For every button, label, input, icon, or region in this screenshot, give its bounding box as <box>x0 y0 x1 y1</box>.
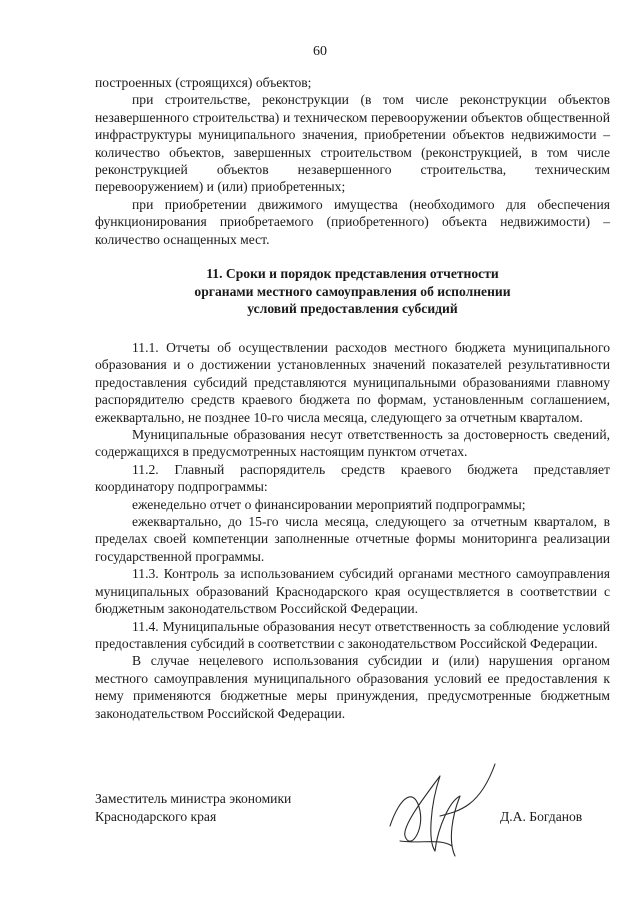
handwritten-signature <box>380 756 500 866</box>
section-heading-line: условий предоставления субсидий <box>247 301 458 317</box>
section-heading-line: 11. Сроки и порядок представления отчетности <box>206 266 499 281</box>
paragraph: при строительстве, реконструкции (в том числе реконструкции объектов незавершенного строительства) и техническом перевооружении объектов общественной инфраструктуры муниципального значения, приобретении объектов недвижимости – количество объектов, завершенных строительством (реконструкцией, в том числе реконструкцией объектов незавершенного строительства, техническим перевооружением) и (или) приобретенных; <box>95 92 610 195</box>
section-heading <box>95 265 610 318</box>
paragraph: еженедельно отчет о финансировании мероприятий подпрограммы; <box>132 496 526 512</box>
paragraph: 11.1. Отчеты об осуществлении расходов местного бюджета муниципального образования и о достижении установленных значений показателей результативности предоставления субсидий представляются муниципальными образованиями главному распорядителю средств краевого бюджета по формам, установленным соглашением, ежеквартально, не позднее 10-го числа месяца, следующего за отчетным кварталом. <box>95 340 610 425</box>
paragraph: ежеквартально, до 15-го числа месяца, следующего за отчетным кварталом, в пределах своей компетенции заполненные отчетные формы мониторинга реализации государственной программы. <box>95 514 610 564</box>
main-text-block <box>95 339 610 722</box>
paragraph: построенных (строящихся) объектов; <box>95 75 312 90</box>
signatory-name: Д.А. Богданов <box>500 809 583 824</box>
section-heading-line: органами местного самоуправления об исполнении <box>194 283 511 299</box>
signatory-position-line: Заместитель министра экономики <box>95 791 292 806</box>
paragraph: Муниципальные образования несут ответственность за достоверность сведений, содержащихся в предусмотренных настоящим пунктом отчетах. <box>95 427 610 460</box>
paragraph: 11.4. Муниципальные образования несут ответственность за соблюдение условий предоставления субсидий в соответствии с законодательством Российской Федерации. <box>95 618 610 651</box>
top-text-block <box>95 74 610 248</box>
paragraph: 11.2. Главный распорядитель средств краевого бюджета представляет координатору подпрограммы: <box>95 461 610 495</box>
page-number: 60 <box>313 44 327 59</box>
paragraph: В случае нецелевого использования субсидии и (или) нарушения органом местного самоуправления муниципального образования условий ее предоставления к нему применяются бюджетные меры принуждения, предусмотренные бюджетным законодательством Российской Федерации. <box>95 653 610 721</box>
signatory-position-line: Краснодарского края <box>95 809 217 824</box>
signatory-position <box>95 790 291 826</box>
paragraph: при приобретении движимого имущества (необходимого для обеспечения функционирования приобретаемого (приобретенного) объекта недвижимости) – количество оснащенных мест. <box>95 196 610 247</box>
paragraph: 11.3. Контроль за использованием субсидий органами местного самоуправления муниципальных образований Краснодарского края осуществляется в соответствии с бюджетным законодательством Российской Федерации. <box>95 566 610 617</box>
